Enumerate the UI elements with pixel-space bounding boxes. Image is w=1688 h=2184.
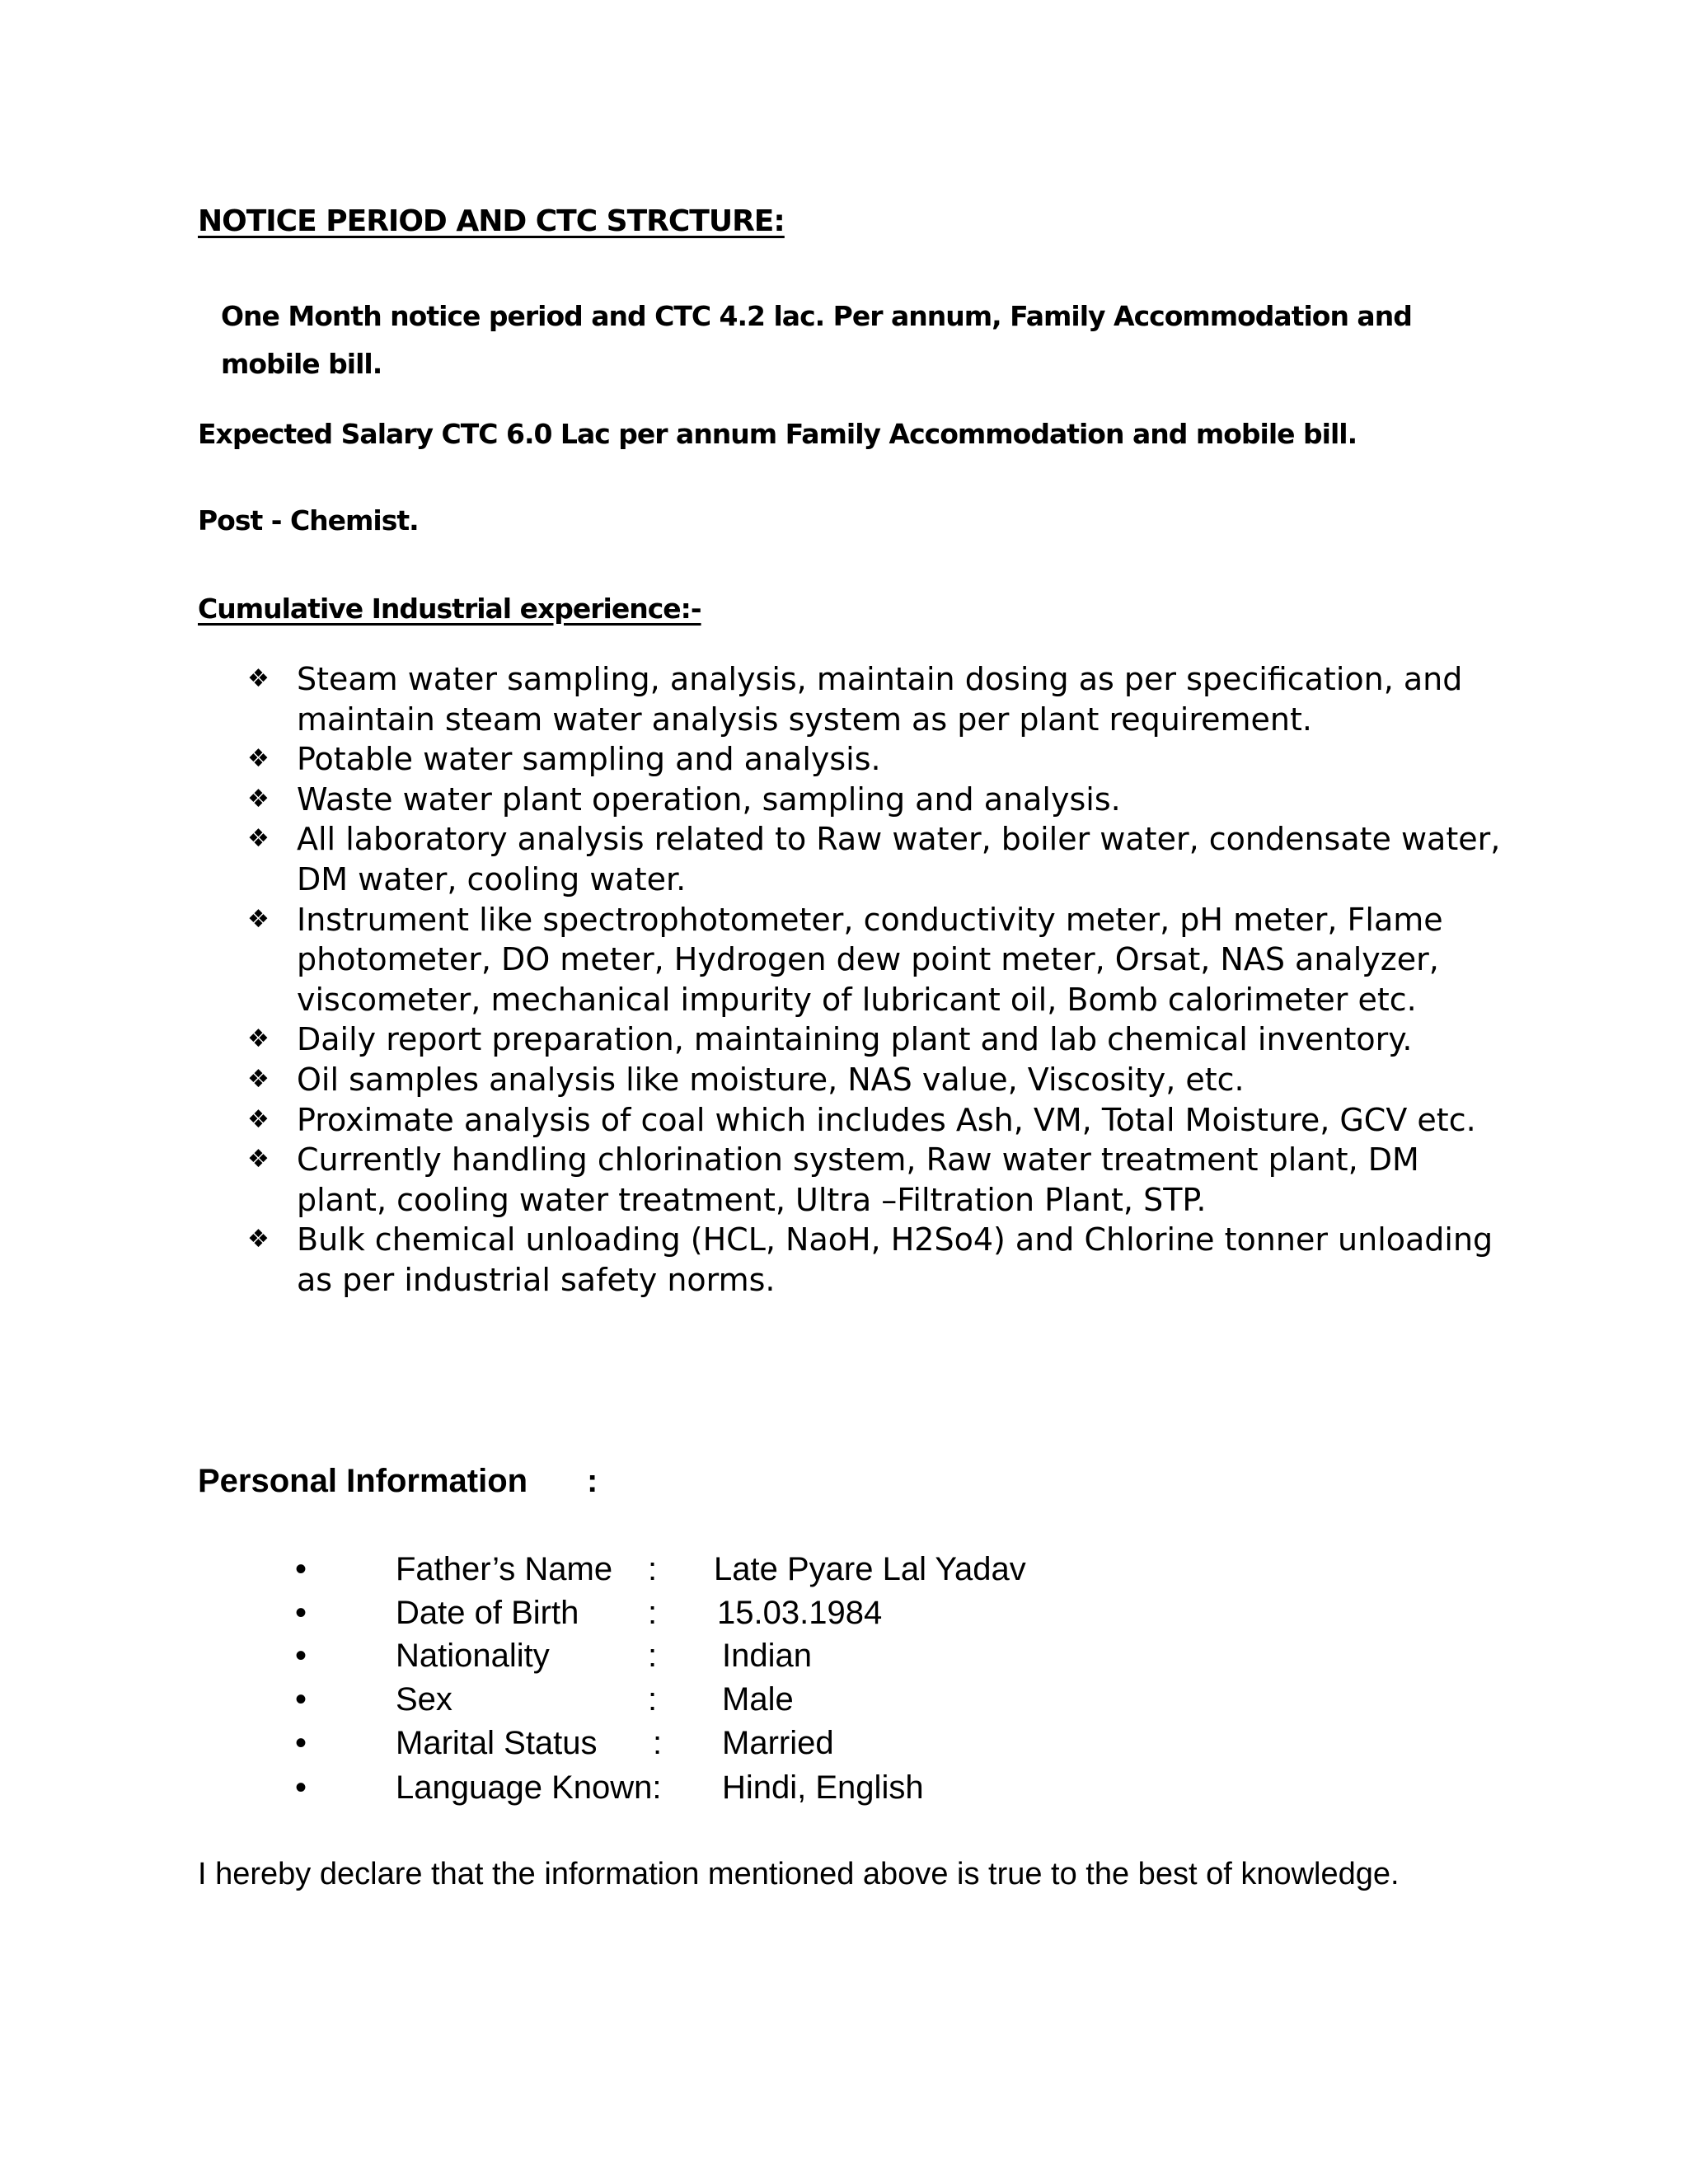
diamond-bullet-icon: ❖ [247, 1225, 270, 1254]
personal-information-heading: Personal Information [198, 1463, 528, 1499]
bullet-icon: • [295, 1681, 307, 1718]
list-item-text: Potable water sampling and analysis. [297, 741, 881, 778]
bullet-icon: • [295, 1769, 307, 1806]
expected-salary-text: Expected Salary CTC 6.0 Lac per annum Family Accommodation and mobile bill. [198, 418, 1357, 450]
list-item [247, 1100, 1517, 1141]
list-item-text: Steam water sampling, analysis, maintain dosing as per specification, and maintain steam water analysis system as per plant requirement. [297, 661, 1463, 738]
experience-heading: Cumulative Industrial experience:- [198, 593, 701, 625]
diamond-bullet-icon: ❖ [247, 744, 270, 774]
list-item [247, 739, 1517, 780]
list-item [247, 819, 1517, 899]
info-label: Sex [396, 1681, 452, 1718]
list-item-text: Bulk chemical unloading (HCL, NaoH, H2So4) and Chlorine tonner unloading as per industrial safety norms. [297, 1221, 1493, 1298]
diamond-bullet-icon: ❖ [247, 1145, 270, 1174]
info-label: Language Known: [396, 1769, 662, 1806]
diamond-bullet-icon: ❖ [247, 824, 270, 854]
info-value: Male [722, 1681, 794, 1718]
info-value: Married [722, 1725, 834, 1761]
info-label: Marital Status [396, 1725, 598, 1761]
bullet-icon: • [295, 1595, 307, 1631]
info-label: Nationality [396, 1638, 550, 1674]
list-item [247, 1140, 1517, 1220]
list-item [247, 780, 1517, 820]
info-colon: : [648, 1595, 658, 1631]
diamond-bullet-icon: ❖ [247, 1104, 270, 1134]
list-item-text: Oil samples analysis like moisture, NAS value, Viscosity, etc. [297, 1061, 1245, 1098]
list-item-text: Instrument like spectrophotometer, conductivity meter, pH meter, Flame photometer, DO meter, Hydrogen dew point meter, Orsat, NAS analyzer, viscometer, mechanical impurity of lubricant oil, Bomb calorimeter etc. [297, 901, 1443, 1018]
info-value: Hindi, English [722, 1769, 924, 1806]
list-item-text: Daily report preparation, maintaining plant and lab chemical inventory. [297, 1021, 1413, 1058]
list-item [247, 659, 1517, 739]
list-item [247, 1019, 1517, 1060]
diamond-bullet-icon: ❖ [247, 1064, 270, 1094]
info-value: Late Pyare Lal Yadav [714, 1551, 1026, 1587]
bullet-icon: • [295, 1638, 307, 1674]
diamond-bullet-icon: ❖ [247, 904, 270, 934]
info-colon: : [653, 1725, 663, 1761]
notice-period-text: One Month notice period and CTC 4.2 lac. Per annum, Family Accommodation and mobile bill. [221, 300, 1412, 380]
list-item [247, 1060, 1517, 1100]
list-item [247, 1220, 1517, 1300]
list-item-text: All laboratory analysis related to Raw water, boiler water, condensate water, DM water, cooling water. [297, 821, 1501, 898]
info-colon: : [648, 1681, 658, 1718]
bullet-icon: • [295, 1725, 307, 1761]
info-colon: : [648, 1638, 658, 1674]
info-colon: : [648, 1551, 658, 1587]
diamond-bullet-icon: ❖ [247, 784, 270, 813]
diamond-bullet-icon: ❖ [247, 1024, 270, 1054]
list-item-text: Waste water plant operation, sampling and analysis. [297, 780, 1121, 818]
info-label: Father’s Name [396, 1551, 613, 1587]
list-item-text: Proximate analysis of coal which includes Ash, VM, Total Moisture, GCV etc. [297, 1101, 1476, 1138]
info-value: Indian [722, 1638, 812, 1674]
post-text: Post - Chemist. [198, 504, 419, 537]
bullet-icon: • [295, 1551, 307, 1587]
declaration-text: I hereby declare that the information mentioned above is true to the best of knowledge. [198, 1857, 1400, 1891]
info-value: 15.03.1984 [717, 1595, 883, 1631]
experience-list [247, 659, 1517, 1301]
list-item-text: Currently handling chlorination system, Raw water treatment plant, DM plant, cooling water treatment, Ultra –Filtration Plant, STP. [297, 1141, 1419, 1218]
info-label: Date of Birth [396, 1595, 579, 1631]
list-item [247, 900, 1517, 1020]
notice-period-heading: NOTICE PERIOD AND CTC STRCTURE: [198, 204, 785, 238]
diamond-bullet-icon: ❖ [247, 664, 270, 693]
personal-information-colon: : [587, 1463, 598, 1499]
